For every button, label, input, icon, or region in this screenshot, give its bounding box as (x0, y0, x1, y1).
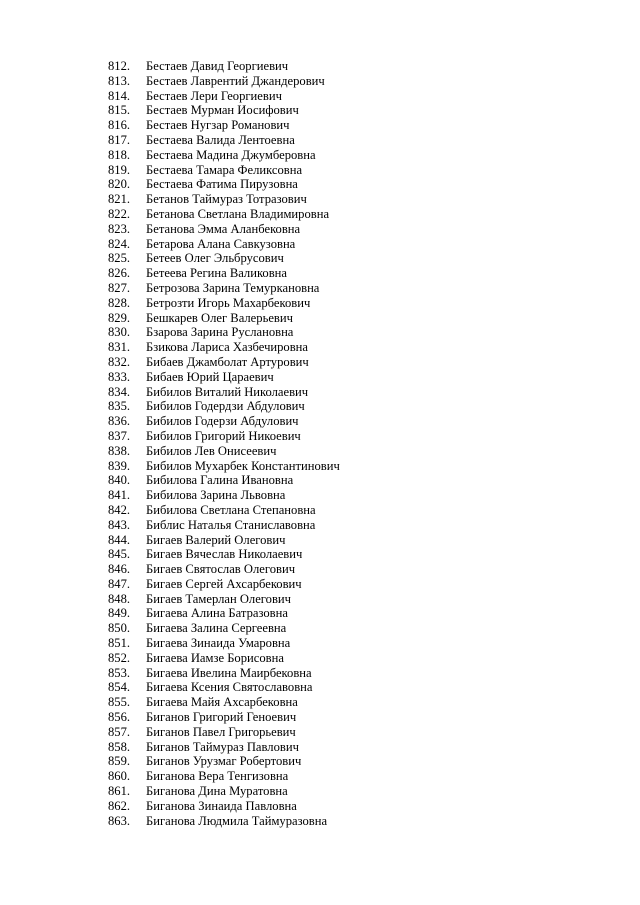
item-name: Биганов Павел Григорьевич (146, 724, 296, 739)
list-item (108, 636, 340, 651)
item-name: Бзарова Зарина Руслановна (146, 325, 294, 340)
list-item (108, 148, 340, 163)
list-item (108, 399, 340, 414)
item-name: Бетеева Регина Валиковна (146, 266, 288, 281)
list-item (108, 414, 340, 429)
item-name: Биганова Людмила Таймуразовна (146, 813, 328, 828)
item-number: 848. (108, 591, 131, 606)
item-name: Бестаев Лери Георгиевич (146, 88, 282, 103)
list-item (108, 133, 340, 148)
item-number: 815. (108, 103, 131, 118)
item-name: Бигаева Иамзе Борисовна (146, 650, 284, 665)
list-item (108, 666, 340, 681)
list-item (108, 385, 340, 400)
item-name: Бетанова Эмма Аланбековна (146, 221, 301, 236)
item-name: Биганов Григорий Геноевич (146, 710, 297, 725)
list-item (108, 740, 340, 755)
item-number: 839. (108, 458, 131, 473)
item-number: 832. (108, 354, 131, 369)
list-item (108, 592, 340, 607)
list-item (108, 296, 340, 311)
item-name: Бзикова Лариса Хазбечировна (146, 340, 309, 355)
item-name: Биганова Дина Муратовна (146, 784, 288, 799)
item-number: 853. (108, 665, 131, 680)
list-item (108, 459, 340, 474)
list-item (108, 769, 340, 784)
item-name: Бестаева Фатима Пирузовна (146, 177, 298, 192)
item-number: 838. (108, 443, 131, 458)
list-item (108, 251, 340, 266)
item-number: 834. (108, 384, 131, 399)
item-name: Бигаева Зинаида Умаровна (146, 636, 291, 651)
item-number: 819. (108, 162, 131, 177)
item-name: Бестаев Мурман Иосифович (146, 103, 299, 118)
item-number: 818. (108, 147, 131, 162)
item-number: 856. (108, 710, 131, 725)
list-item (108, 266, 340, 281)
item-name: Биганова Зинаида Павловна (146, 798, 297, 813)
item-name: Бетанова Светлана Владимировна (146, 206, 330, 221)
item-number: 855. (108, 695, 131, 710)
item-number: 829. (108, 310, 131, 325)
item-number: 852. (108, 650, 131, 665)
item-number: 826. (108, 266, 131, 281)
item-number: 859. (108, 754, 131, 769)
item-name: Бестаев Лаврентий Джандерович (146, 73, 325, 88)
item-name: Биганов Урузмаг Робертович (146, 754, 302, 769)
item-name: Бигаева Залина Сергеевна (146, 621, 287, 636)
item-name: Бигаев Сергей Ахсарбекович (146, 576, 302, 591)
list-item (108, 621, 340, 636)
list-item (108, 680, 340, 695)
item-name: Бигаев Тамерлан Олегович (146, 591, 291, 606)
item-name: Бестаев Нугзар Романович (146, 118, 290, 133)
list-item (108, 577, 340, 592)
item-name: Биганова Вера Тенгизовна (146, 769, 289, 784)
list-item (108, 281, 340, 296)
item-number: 842. (108, 502, 131, 517)
list-item (108, 222, 340, 237)
list-item (108, 533, 340, 548)
item-name: Бигаева Ксения Святославовна (146, 680, 313, 695)
item-name: Бибаев Юрий Цараевич (146, 369, 274, 384)
item-number: 820. (108, 177, 131, 192)
item-name: Бибилов Григорий Никоевич (146, 428, 301, 443)
item-number: 860. (108, 769, 131, 784)
item-name: Бестаева Тамара Феликсовна (146, 162, 303, 177)
item-name: Бигаева Майя Ахсарбековна (146, 695, 298, 710)
item-name: Бибилов Лев Онисеевич (146, 443, 277, 458)
item-number: 835. (108, 399, 131, 414)
list-item (108, 606, 340, 621)
item-number: 817. (108, 132, 131, 147)
list-item (108, 163, 340, 178)
list-item (108, 429, 340, 444)
item-number: 846. (108, 562, 131, 577)
item-name: Бибилов Годердзи Абдулович (146, 399, 305, 414)
name-list (108, 59, 340, 828)
list-item (108, 547, 340, 562)
item-number: 840. (108, 473, 131, 488)
item-name: Бешкарев Олег Валерьевич (146, 310, 293, 325)
list-item (108, 325, 340, 340)
list-item (108, 754, 340, 769)
list-item (108, 799, 340, 814)
item-name: Бибилов Годерзи Абдулович (146, 414, 299, 429)
list-item (108, 237, 340, 252)
item-number: 854. (108, 680, 131, 695)
list-item (108, 651, 340, 666)
item-name: Бетрозова Зарина Темуркановна (146, 280, 320, 295)
item-number: 843. (108, 517, 131, 532)
list-item (108, 518, 340, 533)
list-item (108, 784, 340, 799)
item-name: Библис Наталья Станиславовна (146, 517, 316, 532)
item-number: 837. (108, 428, 131, 443)
item-number: 812. (108, 59, 131, 73)
item-number: 814. (108, 88, 131, 103)
item-number: 847. (108, 576, 131, 591)
list-item (108, 814, 340, 829)
item-number: 816. (108, 118, 131, 133)
item-name: Бигаева Алина Батразовна (146, 606, 288, 621)
list-item (108, 725, 340, 740)
list-item (108, 473, 340, 488)
item-name: Бетрозти Игорь Махарбекович (146, 295, 311, 310)
item-number: 828. (108, 295, 131, 310)
item-number: 821. (108, 192, 131, 207)
item-number: 863. (108, 813, 131, 828)
item-name: Бигаева Ивелина Маирбековна (146, 665, 312, 680)
list-item (108, 89, 340, 104)
item-number: 857. (108, 724, 131, 739)
list-item (108, 710, 340, 725)
item-number: 844. (108, 532, 131, 547)
item-name: Бестаева Мадина Джумберовна (146, 147, 316, 162)
item-name: Бибилова Светлана Степановна (146, 502, 316, 517)
item-name: Бигаев Святослав Олегович (146, 562, 296, 577)
item-name: Бестаева Валида Лентоевна (146, 132, 295, 147)
list-item (108, 562, 340, 577)
item-number: 833. (108, 369, 131, 384)
item-number: 851. (108, 636, 131, 651)
item-number: 849. (108, 606, 131, 621)
list-item (108, 444, 340, 459)
item-number: 850. (108, 621, 131, 636)
item-name: Бибаев Джамболат Артурович (146, 354, 309, 369)
list-item (108, 59, 340, 74)
list-item (108, 488, 340, 503)
list-item (108, 118, 340, 133)
item-number: 836. (108, 414, 131, 429)
item-name: Бетанов Таймураз Тотразович (146, 192, 307, 207)
item-number: 825. (108, 251, 131, 266)
item-number: 827. (108, 280, 131, 295)
item-name: Бетеев Олег Эльбрусович (146, 251, 284, 266)
item-number: 822. (108, 206, 131, 221)
item-name: Бигаев Валерий Олегович (146, 532, 286, 547)
item-number: 841. (108, 488, 131, 503)
item-number: 831. (108, 340, 131, 355)
item-name: Бибилов Виталий Николаевич (146, 384, 309, 399)
list-item (108, 695, 340, 710)
item-name: Бестаев Давид Георгиевич (146, 59, 289, 73)
list-item (108, 340, 340, 355)
item-number: 861. (108, 784, 131, 799)
item-number: 845. (108, 547, 131, 562)
list-item (108, 177, 340, 192)
item-number: 813. (108, 73, 131, 88)
item-number: 858. (108, 739, 131, 754)
list-item (108, 503, 340, 518)
item-name: Биганов Таймураз Павлович (146, 739, 299, 754)
list-item (108, 311, 340, 326)
list-item (108, 370, 340, 385)
item-name: Бигаев Вячеслав Николаевич (146, 547, 303, 562)
list-item (108, 207, 340, 222)
list-item (108, 192, 340, 207)
list-item (108, 355, 340, 370)
list-item (108, 103, 340, 118)
item-name: Бибилова Зарина Львовна (146, 488, 286, 503)
item-name: Бетарова Алана Савкузовна (146, 236, 296, 251)
item-number: 824. (108, 236, 131, 251)
item-number: 862. (108, 798, 131, 813)
item-name: Бибилов Мухарбек Константинович (146, 458, 340, 473)
item-number: 823. (108, 221, 131, 236)
item-name: Бибилова Галина Ивановна (146, 473, 294, 488)
item-number: 830. (108, 325, 131, 340)
list-item (108, 74, 340, 89)
